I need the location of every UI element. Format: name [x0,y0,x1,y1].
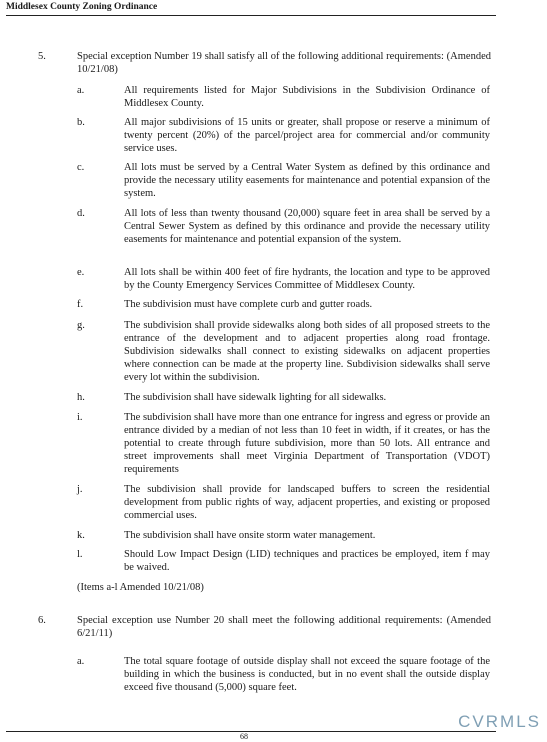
item-letter: l. [77,549,83,560]
item-letter: i. [77,412,83,423]
item-text: All requirements listed for Major Subdivisions in the Subdivision Ordinance of Middlesex County. [124,85,490,109]
item-text: Should Low Impact Design (LID) techniques and practices be employed, item f may be waived. [124,549,490,573]
item-letter: e. [77,267,85,278]
item-text: All lots must be served by a Central Water System as defined by this ordinance and provide the necessary utility easements for maintenance and potential expansion of the system. [124,162,490,199]
item-letter: k. [77,530,85,541]
item-letter: h. [77,392,85,403]
page-number: 68 [240,732,248,741]
section-number: 5. [38,51,46,62]
item-letter: c. [77,162,85,173]
item-letter: g. [77,320,85,331]
section-text: Special exception use Number 20 shall meet the following additional requirements: (Amended 6/21/11) [77,615,491,639]
item-letter: j. [77,484,83,495]
item-text: All major subdivisions of 15 units or greater, shall propose or reserve a minimum of twenty percent (20%) of the parcel/project area for commercial and/or community service uses. [124,117,490,154]
footer-divider [6,731,496,732]
item-letter: a. [77,656,85,667]
amendment-note: (Items a-l Amended 10/21/08) [77,582,204,593]
item-text: The subdivision shall have onsite storm water management. [124,530,376,541]
item-text: The subdivision shall have more than one entrance for ingress and egress or provide an entrance divided by a median of not less than 10 feet in width, if it creates, or has the potential to create through future subdivision, more than 50 lots. All entrance and street improvements shall meet Virginia Department of Transportation (VDOT) requirements [124,412,490,475]
item-letter: a. [77,85,85,96]
item-text: All lots of less than twenty thousand (20,000) square feet in area shall be served by a Central Sewer System as defined by this ordinance and provide the necessary utility easements for maintenance and potential expansion of the system. [124,208,490,245]
running-header: Middlesex County Zoning Ordinance [6,2,496,16]
item-letter: b. [77,117,85,128]
item-text: The total square footage of outside display shall not exceed the square footage of the building in which the business is conducted, but in no event shall the outside display exceed five thousand (5,000) square feet. [124,656,490,693]
item-text: The subdivision shall provide sidewalks along both sides of all proposed streets to the entrance of the development and to adjacent properties along road frontage. Subdivision sidewalks shall connect to existing sidewalks on adjacent properties where connection can be made at the property line. Subdivision sidewalks shall serve every lot within the subdivision. [124,320,490,383]
item-letter: d. [77,208,85,219]
item-text: The subdivision must have complete curb and gutter roads. [124,299,373,310]
section-text: Special exception Number 19 shall satisfy all of the following additional requirements: (Amended 10/21/08) [77,51,491,75]
item-text: The subdivision shall provide for landscaped buffers to screen the residential development from public rights of way, adjacent properties, and existing or proposed commercial uses. [124,484,490,521]
section-number: 6. [38,615,46,626]
item-text: All lots shall be within 400 feet of fire hydrants, the location and type to be approved by the County Emergency Services Committee of Middlesex County. [124,267,490,291]
watermark-logo: CVRMLS [458,712,541,731]
item-text: The subdivision shall have sidewalk lighting for all sidewalks. [124,392,387,403]
item-letter: f. [77,299,84,310]
